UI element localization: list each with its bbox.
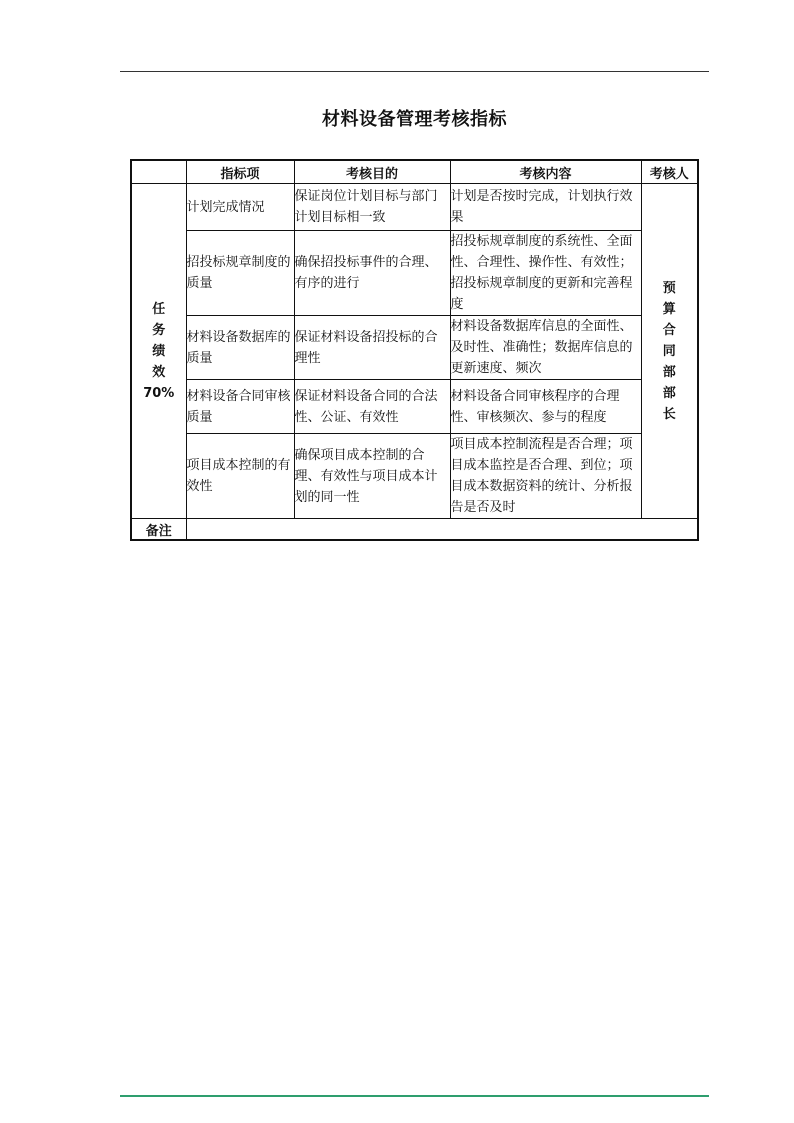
header-cell-purpose: 考核目的	[294, 160, 450, 184]
table-row	[131, 231, 698, 316]
assessment-content: 项目成本控制流程是否合理；项目成本监控是否合理、到位；项目成本数据资料的统计、分析报告是否及时	[450, 434, 641, 519]
assessor-char: 长	[662, 406, 676, 422]
note-label: 备注	[131, 519, 186, 541]
header-cell-item: 指标项	[186, 160, 294, 184]
table-header-row	[131, 160, 698, 184]
table-row	[131, 434, 698, 519]
note-value	[186, 519, 698, 541]
indicator-item: 材料设备数据库的质量	[186, 316, 294, 380]
assessment-content: 招投标规章制度的系统性、全面性、合理性、操作性、有效性；招投标规章制度的更新和完善程度	[450, 231, 641, 316]
table-row	[131, 380, 698, 434]
assessor-cell	[641, 184, 698, 519]
header-rule	[120, 71, 709, 72]
document-title: 材料设备管理考核指标	[322, 109, 507, 130]
assessor-char: 部	[662, 385, 676, 401]
assessment-content: 计划是否按时完成，计划执行效果	[450, 184, 641, 231]
header-cell-assessor: 考核人	[641, 160, 698, 184]
table-row	[131, 316, 698, 380]
assessment-purpose: 保证材料设备合同的合法性、公证、有效性	[294, 380, 450, 434]
indicator-item: 材料设备合同审核质量	[186, 380, 294, 434]
metrics-table	[130, 159, 699, 541]
assessor-char: 算	[662, 301, 676, 317]
category-weight: 70%	[143, 385, 175, 401]
category-char: 效	[152, 364, 166, 380]
header-cell-blank	[131, 160, 186, 184]
category-char: 绩	[152, 343, 166, 359]
footer-rule	[120, 1095, 709, 1097]
assessor-char: 部	[662, 364, 676, 380]
assessment-purpose: 确保项目成本控制的合理、有效性与项目成本计划的同一性	[294, 434, 450, 519]
assessor-char: 预	[662, 280, 676, 296]
indicator-item: 计划完成情况	[186, 184, 294, 231]
note-row	[131, 519, 698, 541]
assessment-content: 材料设备数据库信息的全面性、及时性、准确性；数据库信息的更新速度、频次	[450, 316, 641, 380]
assessor-char: 同	[662, 343, 676, 359]
category-char: 任	[152, 301, 166, 317]
assessment-purpose: 确保招投标事件的合理、有序的进行	[294, 231, 450, 316]
category-cell	[131, 184, 186, 519]
header-cell-content: 考核内容	[450, 160, 641, 184]
indicator-item: 项目成本控制的有效性	[186, 434, 294, 519]
assessment-content: 材料设备合同审核程序的合理性、审核频次、参与的程度	[450, 380, 641, 434]
category-char: 务	[152, 322, 166, 338]
assessment-purpose: 保证材料设备招投标的合理性	[294, 316, 450, 380]
assessor-char: 合	[662, 322, 676, 338]
assessment-purpose: 保证岗位计划目标与部门计划目标相一致	[294, 184, 450, 231]
table-row	[131, 184, 698, 231]
indicator-item: 招投标规章制度的质量	[186, 231, 294, 316]
